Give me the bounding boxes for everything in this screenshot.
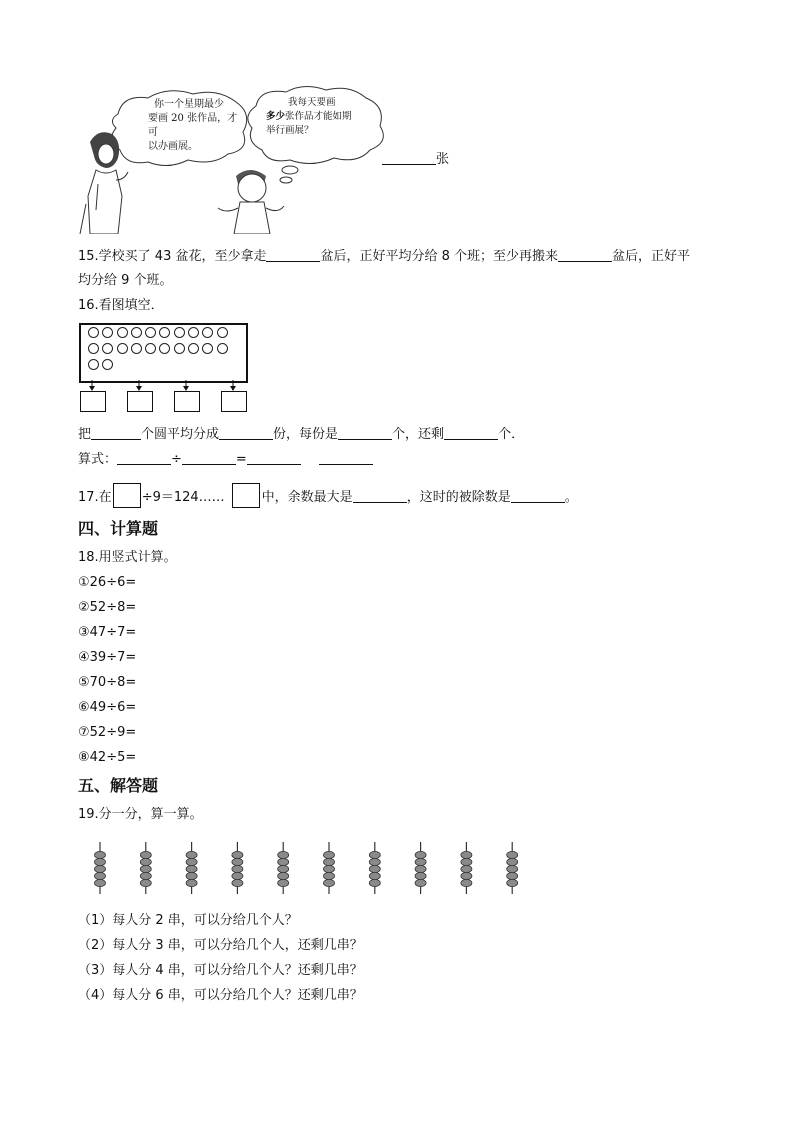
- circle: [174, 343, 185, 354]
- ball: [461, 879, 472, 886]
- ball: [507, 851, 518, 858]
- ball: [95, 851, 106, 858]
- q14-answer-line: [382, 150, 449, 169]
- answer-blank[interactable]: [382, 150, 436, 165]
- circle: [188, 343, 199, 354]
- share-box-1[interactable]: [80, 391, 106, 412]
- q15-line-1: [78, 247, 690, 266]
- bubble-line: 我每天要画: [288, 97, 336, 108]
- ball: [140, 851, 151, 858]
- q17-line: [78, 483, 578, 508]
- circle: [131, 327, 142, 338]
- q16-sentence: [78, 425, 524, 444]
- skewer: [507, 842, 518, 894]
- bubble-line: 举行画展？: [266, 125, 314, 136]
- answer-blank[interactable]: [182, 450, 236, 465]
- ball: [507, 858, 518, 865]
- q19-sub-1: （1）每人分 2 串，可以分给几个人？: [78, 913, 298, 928]
- circle: [88, 327, 99, 338]
- skewer: [232, 842, 243, 894]
- ball: [369, 865, 380, 872]
- q16-text: 份，每份是: [273, 427, 339, 442]
- ball: [186, 872, 197, 879]
- answer-blank[interactable]: [219, 425, 273, 440]
- ball: [461, 872, 472, 879]
- q15-text: 盆后，正好平: [612, 249, 691, 264]
- answer-blank[interactable]: [247, 450, 301, 465]
- q16-text: 把: [78, 427, 92, 442]
- share-box-3[interactable]: [174, 391, 200, 412]
- teacher-speech-bubble: [148, 98, 243, 154]
- q18-item: ⑦52÷9=: [78, 725, 137, 740]
- ball: [415, 872, 426, 879]
- section-4-heading: 四、计算题: [78, 519, 159, 538]
- boy-thought-bubble: [266, 96, 376, 138]
- q17-text: 中，余数最大是: [261, 490, 353, 505]
- q15-text: 15.学校买了 43 盆花，至少拿走: [78, 249, 267, 264]
- skewer: [324, 842, 335, 894]
- ball: [324, 858, 335, 865]
- circle: [117, 343, 128, 354]
- ball: [461, 858, 472, 865]
- ball: [186, 858, 197, 865]
- ball: [95, 879, 106, 886]
- skewer: [95, 842, 106, 894]
- q18-item: ④39÷7=: [78, 650, 137, 665]
- bubble-line: 以办画展。: [148, 141, 198, 152]
- formula-label: 算式：: [78, 452, 118, 467]
- q18-title: 18.用竖式计算。: [78, 550, 177, 565]
- ball: [415, 858, 426, 865]
- skewer: [461, 842, 472, 894]
- ball: [369, 872, 380, 879]
- ball: [369, 879, 380, 886]
- q17-text: ÷9＝124……: [141, 490, 225, 505]
- q18-item: ⑤70÷8=: [78, 675, 137, 690]
- circles-frame: [79, 323, 248, 383]
- ball: [140, 865, 151, 872]
- circle: [188, 327, 199, 338]
- circle-row: [88, 327, 246, 343]
- q18-item: ①26÷6=: [78, 575, 137, 590]
- q15-text: 盆后，正好平均分给 8 个班；至少再搬来: [320, 249, 559, 264]
- dividend-box[interactable]: [113, 483, 141, 508]
- ball: [415, 865, 426, 872]
- section-5-heading: 五、解答题: [78, 776, 159, 795]
- circle-row: [88, 343, 246, 359]
- skewer: [186, 842, 197, 894]
- ball: [95, 865, 106, 872]
- q15-line-2: 均分给 9 个班。: [78, 273, 173, 288]
- circle-rows: [81, 325, 246, 375]
- q16-formula: [78, 450, 373, 469]
- ball: [186, 879, 197, 886]
- equals-sign: =: [235, 452, 247, 467]
- bubble-line: 你一个星期最少: [154, 99, 224, 110]
- q16-text: 个圆平均分成: [141, 427, 220, 442]
- answer-blank[interactable]: [117, 450, 171, 465]
- ball: [186, 851, 197, 858]
- ball: [232, 851, 243, 858]
- bubble-line: 张作品才能如期: [285, 111, 352, 122]
- circle: [202, 327, 213, 338]
- ball: [369, 858, 380, 865]
- q18-item: ③47÷7=: [78, 625, 137, 640]
- circle: [102, 327, 113, 338]
- ball: [278, 851, 289, 858]
- answer-blank[interactable]: [558, 247, 612, 262]
- ball: [324, 851, 335, 858]
- circle: [217, 343, 228, 354]
- ball: [324, 872, 335, 879]
- circle-row: [88, 359, 246, 375]
- circle: [159, 327, 170, 338]
- ball: [507, 872, 518, 879]
- answer-blank[interactable]: [319, 450, 373, 465]
- ball: [324, 865, 335, 872]
- circle: [88, 343, 99, 354]
- ball: [140, 872, 151, 879]
- answer-blank[interactable]: [91, 425, 141, 440]
- ball: [461, 851, 472, 858]
- ball: [232, 858, 243, 865]
- q19-sub-4: （4）每人分 6 串，可以分给几个人？还剩几串？: [78, 988, 363, 1003]
- ball: [278, 865, 289, 872]
- divide-sign: ÷: [171, 452, 182, 467]
- ball: [140, 879, 151, 886]
- ball: [415, 851, 426, 858]
- ball: [140, 858, 151, 865]
- q19-sub-2: （2）每人分 3 串，可以分给几个人，还剩几串？: [78, 938, 363, 953]
- q16-title: 16.看图填空．: [78, 298, 164, 313]
- circle: [102, 359, 113, 370]
- answer-blank[interactable]: [511, 488, 565, 503]
- circle: [174, 327, 185, 338]
- circle: [117, 327, 128, 338]
- circle: [145, 327, 156, 338]
- ball: [232, 865, 243, 872]
- circle: [145, 343, 156, 354]
- q17-text: 17.在: [78, 490, 112, 505]
- answer-unit: 张: [436, 152, 450, 167]
- q18-item: ⑥49÷6=: [78, 700, 137, 715]
- share-box-2[interactable]: [127, 391, 153, 412]
- share-box-4[interactable]: [221, 391, 247, 412]
- circle: [131, 343, 142, 354]
- ball: [507, 879, 518, 886]
- answer-blank[interactable]: [338, 425, 392, 440]
- q18-item: ⑧42÷5=: [78, 750, 137, 765]
- skewers-illustration: [88, 840, 528, 896]
- q19-subquestions: [78, 912, 363, 1012]
- circle: [159, 343, 170, 354]
- ball: [278, 858, 289, 865]
- circle: [202, 343, 213, 354]
- ball: [186, 865, 197, 872]
- circle: [102, 343, 113, 354]
- ball: [278, 879, 289, 886]
- ball: [507, 865, 518, 872]
- ball: [324, 879, 335, 886]
- skewer: [278, 842, 289, 894]
- q18-item: ②52÷8=: [78, 600, 137, 615]
- q18-list: [78, 574, 136, 774]
- ball: [95, 872, 106, 879]
- ball: [461, 865, 472, 872]
- q17-text: 。: [564, 490, 578, 505]
- q16-text: 个．: [498, 427, 525, 442]
- circle: [217, 327, 228, 338]
- skewer: [415, 842, 426, 894]
- q19-sub-3: （3）每人分 4 串，可以分给几个人？还剩几串？: [78, 963, 363, 978]
- remainder-box[interactable]: [232, 483, 260, 508]
- answer-blank[interactable]: [266, 247, 320, 262]
- circle: [88, 359, 99, 370]
- answer-blank[interactable]: [353, 488, 407, 503]
- ball: [369, 851, 380, 858]
- q19-title: 19.分一分，算一算。: [78, 807, 203, 822]
- ball: [278, 872, 289, 879]
- bubble-bold-text: 多少: [266, 111, 286, 122]
- ball: [232, 872, 243, 879]
- ball: [232, 879, 243, 886]
- bubble-line: 要画 20 张作品，才可: [148, 113, 238, 138]
- q16-text: 个，还剩: [392, 427, 445, 442]
- answer-blank[interactable]: [444, 425, 498, 440]
- skewer: [369, 842, 380, 894]
- skewer: [140, 842, 151, 894]
- q17-text: ，这时的被除数是: [406, 490, 511, 505]
- ball: [95, 858, 106, 865]
- ball: [415, 879, 426, 886]
